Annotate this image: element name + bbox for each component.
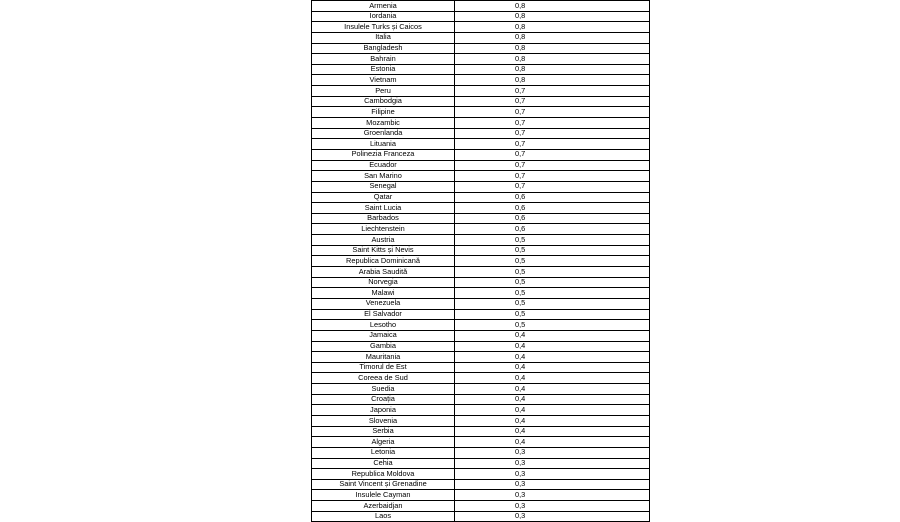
value-cell: 0,3	[455, 469, 650, 480]
value-cell: 0,4	[455, 405, 650, 416]
value-cell: 0,8	[455, 75, 650, 86]
country-value-table	[311, 0, 650, 522]
table-row	[312, 64, 650, 75]
country-cell: Laos	[312, 511, 455, 522]
country-cell: San Marino	[312, 171, 455, 182]
table-row	[312, 373, 650, 384]
table-row	[312, 426, 650, 437]
table-row	[312, 288, 650, 299]
value-cell: 0,7	[455, 128, 650, 139]
value-cell: 0,7	[455, 171, 650, 182]
table-body	[312, 1, 650, 522]
table-row	[312, 224, 650, 235]
table-row	[312, 181, 650, 192]
value-cell: 0,8	[455, 43, 650, 54]
table-row	[312, 298, 650, 309]
country-cell: Iordania	[312, 11, 455, 22]
country-cell: Groenlanda	[312, 128, 455, 139]
country-cell: Saint Kitts și Nevis	[312, 245, 455, 256]
country-cell: Liechtenstein	[312, 224, 455, 235]
value-cell: 0,5	[455, 235, 650, 246]
value-cell: 0,8	[455, 32, 650, 43]
table-row	[312, 415, 650, 426]
table-row	[312, 469, 650, 480]
table-row	[312, 362, 650, 373]
country-cell: Qatar	[312, 192, 455, 203]
value-cell: 0,7	[455, 149, 650, 160]
value-cell: 0,3	[455, 501, 650, 512]
table-row	[312, 213, 650, 224]
country-cell: Vietnam	[312, 75, 455, 86]
country-cell: Suedia	[312, 384, 455, 395]
table-row	[312, 437, 650, 448]
table-row	[312, 54, 650, 65]
country-cell: Japonia	[312, 405, 455, 416]
table-row	[312, 11, 650, 22]
table-row	[312, 267, 650, 278]
country-cell: Republica Moldova	[312, 469, 455, 480]
table-row	[312, 139, 650, 150]
country-cell: Cambodgia	[312, 96, 455, 107]
table-row	[312, 330, 650, 341]
country-cell: Croația	[312, 394, 455, 405]
value-cell: 0,4	[455, 394, 650, 405]
value-cell: 0,7	[455, 139, 650, 150]
table-row	[312, 1, 650, 12]
country-cell: Mozambic	[312, 118, 455, 129]
value-cell: 0,6	[455, 192, 650, 203]
value-cell: 0,4	[455, 362, 650, 373]
table-row	[312, 86, 650, 97]
value-cell: 0,4	[455, 352, 650, 363]
country-cell: Cehia	[312, 458, 455, 469]
table-row	[312, 309, 650, 320]
country-cell: El Salvador	[312, 309, 455, 320]
country-cell: Gambia	[312, 341, 455, 352]
country-cell: Insulele Turks și Caicos	[312, 22, 455, 33]
table-row	[312, 43, 650, 54]
country-cell: Azerbaidjan	[312, 501, 455, 512]
table-row	[312, 96, 650, 107]
country-cell: Bahrain	[312, 54, 455, 65]
value-cell: 0,6	[455, 213, 650, 224]
value-cell: 0,5	[455, 320, 650, 331]
country-cell: Mauritania	[312, 352, 455, 363]
value-cell: 0,7	[455, 181, 650, 192]
value-cell: 0,8	[455, 1, 650, 12]
value-cell: 0,7	[455, 160, 650, 171]
value-cell: 0,4	[455, 437, 650, 448]
country-cell: Estonia	[312, 64, 455, 75]
country-cell: Saint Lucia	[312, 203, 455, 214]
value-cell: 0,5	[455, 309, 650, 320]
value-cell: 0,8	[455, 54, 650, 65]
table-row	[312, 320, 650, 331]
country-cell: Lesotho	[312, 320, 455, 331]
country-cell: Bangladesh	[312, 43, 455, 54]
table-row	[312, 171, 650, 182]
country-cell: Barbados	[312, 213, 455, 224]
table-row	[312, 160, 650, 171]
value-cell: 0,5	[455, 256, 650, 267]
value-cell: 0,5	[455, 245, 650, 256]
country-cell: Slovenia	[312, 415, 455, 426]
value-cell: 0,5	[455, 267, 650, 278]
value-cell: 0,4	[455, 330, 650, 341]
country-cell: Algeria	[312, 437, 455, 448]
value-cell: 0,6	[455, 224, 650, 235]
table-row	[312, 277, 650, 288]
table-row	[312, 479, 650, 490]
country-cell: Peru	[312, 86, 455, 97]
country-cell: Saint Vincent și Grenadine	[312, 479, 455, 490]
table-row	[312, 405, 650, 416]
table-row	[312, 128, 650, 139]
country-cell: Venezuela	[312, 298, 455, 309]
table-row	[312, 447, 650, 458]
country-cell: Lituania	[312, 139, 455, 150]
country-cell: Serbia	[312, 426, 455, 437]
country-cell: Austria	[312, 235, 455, 246]
country-cell: Filipine	[312, 107, 455, 118]
value-cell: 0,3	[455, 458, 650, 469]
country-cell: Norvegia	[312, 277, 455, 288]
value-cell: 0,5	[455, 277, 650, 288]
value-cell: 0,3	[455, 511, 650, 522]
table-row	[312, 490, 650, 501]
table-row	[312, 203, 650, 214]
table-row	[312, 501, 650, 512]
country-cell: Malawi	[312, 288, 455, 299]
country-cell: Coreea de Sud	[312, 373, 455, 384]
country-cell: Insulele Cayman	[312, 490, 455, 501]
value-cell: 0,4	[455, 341, 650, 352]
country-cell: Ecuador	[312, 160, 455, 171]
value-cell: 0,4	[455, 384, 650, 395]
value-cell: 0,4	[455, 415, 650, 426]
table-row	[312, 245, 650, 256]
value-cell: 0,6	[455, 203, 650, 214]
table-row	[312, 235, 650, 246]
table-row	[312, 149, 650, 160]
value-cell: 0,4	[455, 373, 650, 384]
table-row	[312, 352, 650, 363]
value-cell: 0,3	[455, 447, 650, 458]
value-cell: 0,7	[455, 96, 650, 107]
table-row	[312, 256, 650, 267]
value-cell: 0,7	[455, 86, 650, 97]
table-row	[312, 32, 650, 43]
table-row	[312, 192, 650, 203]
table-row	[312, 384, 650, 395]
table-row	[312, 107, 650, 118]
country-cell: Armenia	[312, 1, 455, 12]
value-cell: 0,5	[455, 298, 650, 309]
table-row	[312, 511, 650, 522]
country-cell: Republica Dominicană	[312, 256, 455, 267]
value-cell: 0,7	[455, 107, 650, 118]
table-row	[312, 394, 650, 405]
table-row	[312, 75, 650, 86]
country-cell: Italia	[312, 32, 455, 43]
table-row	[312, 118, 650, 129]
value-cell: 0,8	[455, 64, 650, 75]
value-cell: 0,8	[455, 11, 650, 22]
value-cell: 0,3	[455, 479, 650, 490]
country-cell: Jamaica	[312, 330, 455, 341]
country-cell: Timorul de Est	[312, 362, 455, 373]
country-cell: Polinezia Franceza	[312, 149, 455, 160]
value-cell: 0,4	[455, 426, 650, 437]
country-cell: Arabia Saudită	[312, 267, 455, 278]
value-cell: 0,7	[455, 118, 650, 129]
country-cell: Letonia	[312, 447, 455, 458]
value-cell: 0,5	[455, 288, 650, 299]
value-cell: 0,3	[455, 490, 650, 501]
table-row	[312, 458, 650, 469]
country-cell: Senegal	[312, 181, 455, 192]
table-row	[312, 341, 650, 352]
table-row	[312, 22, 650, 33]
value-cell: 0,8	[455, 22, 650, 33]
